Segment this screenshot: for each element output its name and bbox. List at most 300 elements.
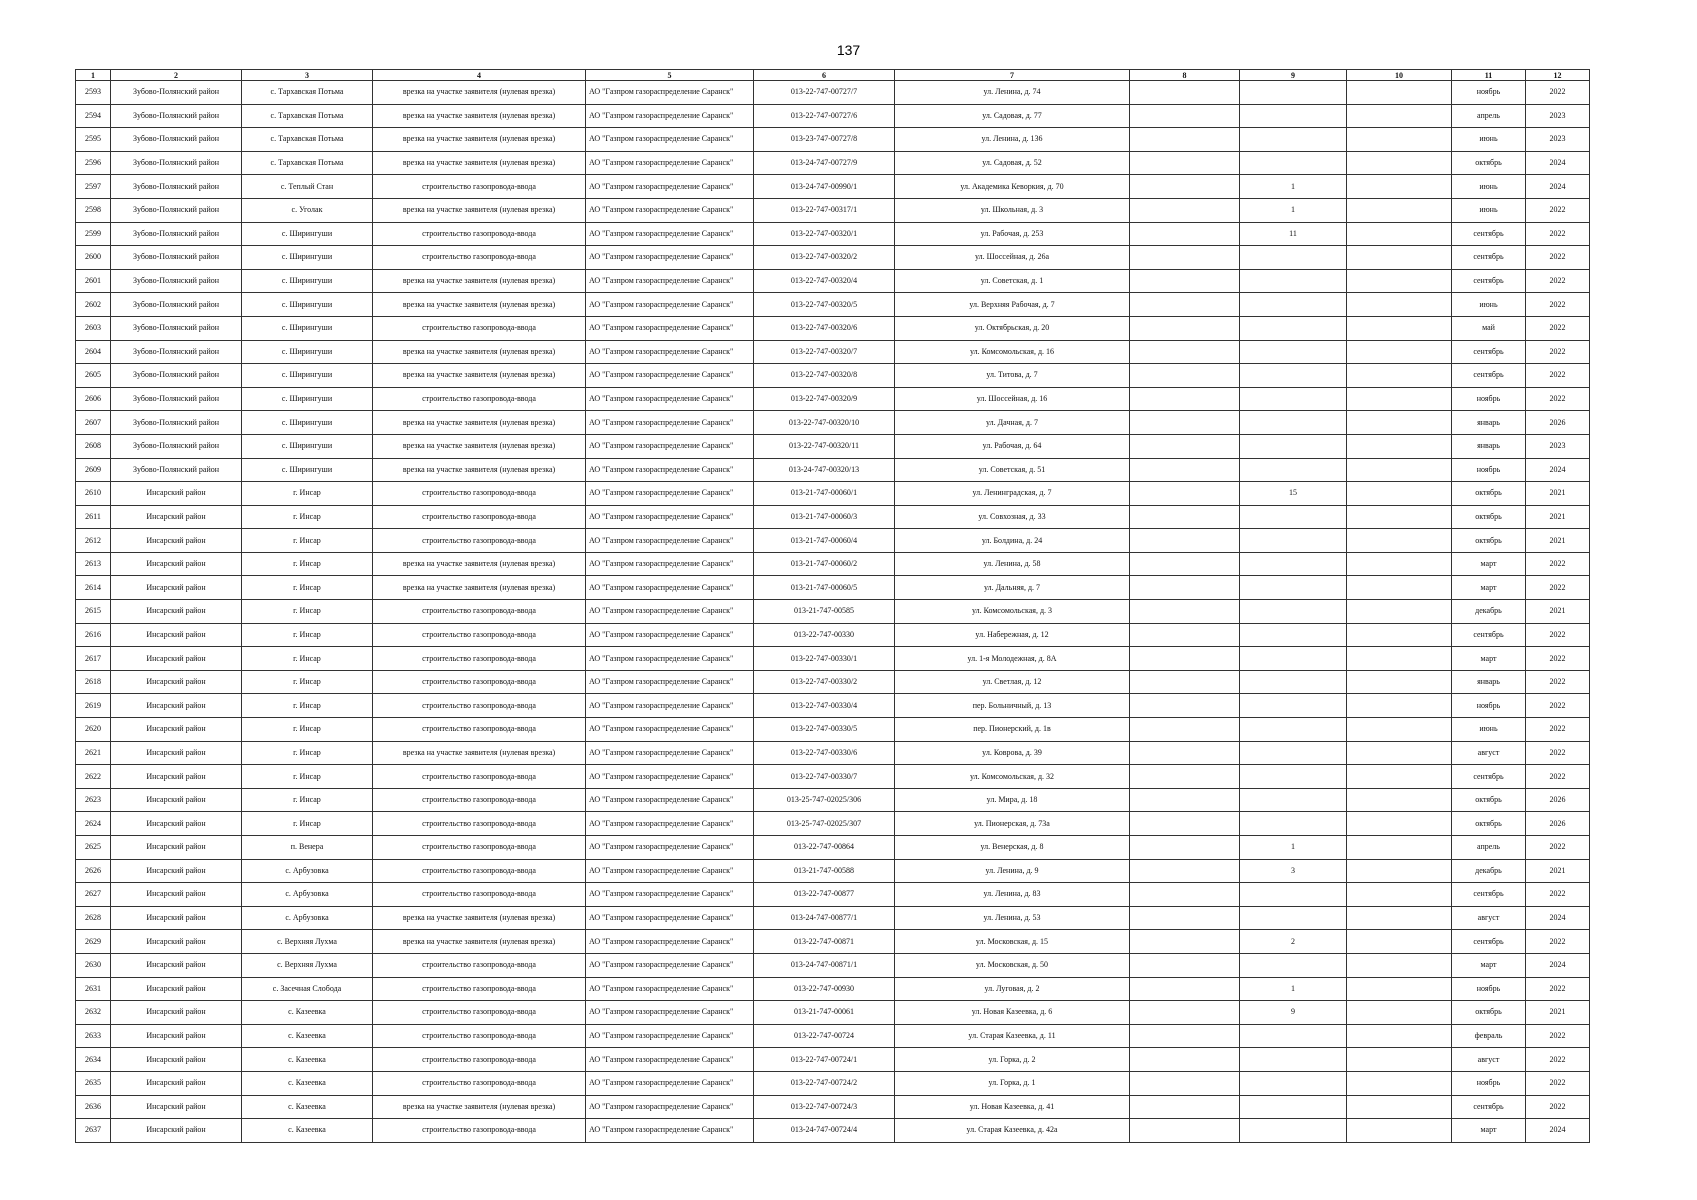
- cell-settlement: г. Инсар: [242, 505, 373, 529]
- cell-organization: АО "Газпром газораспределение Саранск": [586, 1119, 754, 1143]
- cell-settlement: с. Тархавская Потьма: [242, 128, 373, 152]
- cell-address: ул. 1-я Молодежная, д. 8А: [895, 647, 1130, 671]
- cell-district: Инсарский район: [111, 552, 242, 576]
- cell-year: 2021: [1526, 600, 1590, 624]
- cell-address: ул. Луговая, д. 2: [895, 977, 1130, 1001]
- cell-contract-number: 013-22-747-00871: [754, 930, 895, 954]
- cell-year: 2022: [1526, 883, 1590, 907]
- cell-contract-number: 013-22-747-00724: [754, 1024, 895, 1048]
- cell-month: октябрь: [1452, 529, 1526, 553]
- cell-work-type: строительство газопровода-ввода: [373, 670, 586, 694]
- cell-month: сентябрь: [1452, 364, 1526, 388]
- cell-month: сентябрь: [1452, 623, 1526, 647]
- cell-row-number: 2601: [76, 269, 111, 293]
- cell-year: 2022: [1526, 198, 1590, 222]
- cell-work-type: врезка на участке заявителя (нулевая врезка): [373, 434, 586, 458]
- cell-contract-number: 013-24-747-00877/1: [754, 906, 895, 930]
- cell-col-10: [1347, 458, 1452, 482]
- cell-row-number: 2595: [76, 128, 111, 152]
- cell-contract-number: 013-22-747-00320/5: [754, 293, 895, 317]
- cell-contract-number: 013-23-747-00727/8: [754, 128, 895, 152]
- cell-contract-number: 013-25-747-02025/306: [754, 788, 895, 812]
- cell-address: ул. Дальняя, д. 7: [895, 576, 1130, 600]
- cell-col-9: [1240, 812, 1347, 836]
- table-row: [76, 387, 1590, 411]
- cell-organization: АО "Газпром газораспределение Саранск": [586, 859, 754, 883]
- cell-col-10: [1347, 340, 1452, 364]
- cell-year: 2022: [1526, 340, 1590, 364]
- cell-district: Инсарский район: [111, 953, 242, 977]
- cell-organization: АО "Газпром газораспределение Саранск": [586, 458, 754, 482]
- cell-district: Инсарский район: [111, 482, 242, 506]
- table-row: [76, 246, 1590, 270]
- cell-address: ул. Новая Казеевка, д. 6: [895, 1001, 1130, 1025]
- cell-year: 2022: [1526, 1071, 1590, 1095]
- cell-month: март: [1452, 552, 1526, 576]
- cell-settlement: г. Инсар: [242, 647, 373, 671]
- cell-work-type: строительство газопровода-ввода: [373, 482, 586, 506]
- cell-row-number: 2637: [76, 1119, 111, 1143]
- cell-organization: АО "Газпром газораспределение Саранск": [586, 316, 754, 340]
- cell-work-type: врезка на участке заявителя (нулевая врезка): [373, 151, 586, 175]
- cell-settlement: с. Тархавская Потьма: [242, 81, 373, 105]
- cell-address: ул. Московская, д. 15: [895, 930, 1130, 954]
- cell-settlement: г. Инсар: [242, 552, 373, 576]
- cell-year: 2026: [1526, 812, 1590, 836]
- cell-col-8: [1130, 930, 1240, 954]
- cell-year: 2022: [1526, 1095, 1590, 1119]
- cell-address: ул. Шоссейная, д. 16: [895, 387, 1130, 411]
- cell-col-10: [1347, 529, 1452, 553]
- table-row: [76, 293, 1590, 317]
- cell-col-8: [1130, 552, 1240, 576]
- cell-work-type: строительство газопровода-ввода: [373, 977, 586, 1001]
- table-row: [76, 623, 1590, 647]
- cell-col-10: [1347, 836, 1452, 860]
- cell-month: июнь: [1452, 175, 1526, 199]
- cell-year: 2022: [1526, 930, 1590, 954]
- cell-col-9: [1240, 906, 1347, 930]
- cell-district: Инсарский район: [111, 930, 242, 954]
- cell-address: ул. Ленина, д. 9: [895, 859, 1130, 883]
- cell-contract-number: 013-24-747-00727/9: [754, 151, 895, 175]
- cell-year: 2022: [1526, 316, 1590, 340]
- cell-address: ул. Комсомольская, д. 3: [895, 600, 1130, 624]
- cell-year: 2021: [1526, 505, 1590, 529]
- cell-year: 2024: [1526, 1119, 1590, 1143]
- cell-col-9: [1240, 434, 1347, 458]
- col-header: 4: [373, 70, 586, 81]
- cell-contract-number: 013-22-747-00320/4: [754, 269, 895, 293]
- cell-month: сентябрь: [1452, 222, 1526, 246]
- cell-district: Инсарский район: [111, 576, 242, 600]
- cell-col-10: [1347, 387, 1452, 411]
- col-header: 10: [1347, 70, 1452, 81]
- cell-district: Инсарский район: [111, 1071, 242, 1095]
- cell-district: Зубово-Полянский район: [111, 246, 242, 270]
- cell-settlement: с. Ширингуши: [242, 246, 373, 270]
- cell-month: ноябрь: [1452, 694, 1526, 718]
- cell-contract-number: 013-24-747-00320/13: [754, 458, 895, 482]
- cell-contract-number: 013-22-747-00320/7: [754, 340, 895, 364]
- table-row: [76, 128, 1590, 152]
- cell-col-10: [1347, 269, 1452, 293]
- table-row: [76, 411, 1590, 435]
- cell-contract-number: 013-22-747-00330/1: [754, 647, 895, 671]
- cell-month: март: [1452, 1119, 1526, 1143]
- cell-col-8: [1130, 151, 1240, 175]
- cell-col-9: 1: [1240, 175, 1347, 199]
- cell-settlement: с. Казеевка: [242, 1095, 373, 1119]
- cell-col-10: [1347, 128, 1452, 152]
- cell-col-8: [1130, 765, 1240, 789]
- cell-col-10: [1347, 175, 1452, 199]
- cell-organization: АО "Газпром газораспределение Саранск": [586, 1071, 754, 1095]
- cell-col-8: [1130, 718, 1240, 742]
- cell-address: ул. Рабочая, д. 64: [895, 434, 1130, 458]
- cell-settlement: г. Инсар: [242, 482, 373, 506]
- cell-row-number: 2600: [76, 246, 111, 270]
- cell-work-type: строительство газопровода-ввода: [373, 718, 586, 742]
- cell-month: декабрь: [1452, 859, 1526, 883]
- cell-month: июнь: [1452, 718, 1526, 742]
- cell-work-type: строительство газопровода-ввода: [373, 788, 586, 812]
- cell-address: ул. Московская, д. 50: [895, 953, 1130, 977]
- cell-settlement: с. Ширингуши: [242, 269, 373, 293]
- cell-district: Инсарский район: [111, 1119, 242, 1143]
- cell-month: сентябрь: [1452, 340, 1526, 364]
- cell-col-9: [1240, 1048, 1347, 1072]
- cell-month: январь: [1452, 670, 1526, 694]
- cell-row-number: 2604: [76, 340, 111, 364]
- cell-col-10: [1347, 198, 1452, 222]
- cell-col-10: [1347, 1071, 1452, 1095]
- cell-contract-number: 013-21-747-00060/5: [754, 576, 895, 600]
- cell-col-8: [1130, 670, 1240, 694]
- col-header: 1: [76, 70, 111, 81]
- cell-col-8: [1130, 1119, 1240, 1143]
- cell-work-type: строительство газопровода-ввода: [373, 812, 586, 836]
- cell-month: апрель: [1452, 104, 1526, 128]
- cell-district: Инсарский район: [111, 765, 242, 789]
- cell-organization: АО "Газпром газораспределение Саранск": [586, 269, 754, 293]
- cell-col-9: [1240, 246, 1347, 270]
- col-header: 6: [754, 70, 895, 81]
- cell-col-9: [1240, 151, 1347, 175]
- cell-settlement: с. Ширингуши: [242, 340, 373, 364]
- cell-year: 2022: [1526, 293, 1590, 317]
- table-row: [76, 482, 1590, 506]
- table-row: [76, 576, 1590, 600]
- cell-row-number: 2594: [76, 104, 111, 128]
- cell-col-9: [1240, 765, 1347, 789]
- cell-settlement: г. Инсар: [242, 670, 373, 694]
- cell-col-8: [1130, 906, 1240, 930]
- cell-organization: АО "Газпром газораспределение Саранск": [586, 906, 754, 930]
- cell-settlement: г. Инсар: [242, 741, 373, 765]
- cell-district: Зубово-Полянский район: [111, 104, 242, 128]
- cell-col-8: [1130, 364, 1240, 388]
- cell-district: Зубово-Полянский район: [111, 293, 242, 317]
- cell-organization: АО "Газпром газораспределение Саранск": [586, 340, 754, 364]
- cell-year: 2021: [1526, 482, 1590, 506]
- cell-district: Инсарский район: [111, 1024, 242, 1048]
- cell-contract-number: 013-25-747-02025/307: [754, 812, 895, 836]
- cell-row-number: 2614: [76, 576, 111, 600]
- cell-col-8: [1130, 104, 1240, 128]
- cell-row-number: 2632: [76, 1001, 111, 1025]
- cell-organization: АО "Газпром газораспределение Саранск": [586, 128, 754, 152]
- cell-work-type: врезка на участке заявителя (нулевая врезка): [373, 1095, 586, 1119]
- cell-row-number: 2603: [76, 316, 111, 340]
- cell-col-8: [1130, 269, 1240, 293]
- cell-row-number: 2635: [76, 1071, 111, 1095]
- col-header: 11: [1452, 70, 1526, 81]
- table-row: [76, 647, 1590, 671]
- cell-district: Инсарский район: [111, 836, 242, 860]
- col-header: 7: [895, 70, 1130, 81]
- cell-address: ул. Светлая, д. 12: [895, 670, 1130, 694]
- cell-row-number: 2624: [76, 812, 111, 836]
- cell-organization: АО "Газпром газораспределение Саранск": [586, 293, 754, 317]
- cell-contract-number: 013-22-747-00320/8: [754, 364, 895, 388]
- cell-address: ул. Ленина, д. 58: [895, 552, 1130, 576]
- cell-col-9: [1240, 623, 1347, 647]
- cell-row-number: 2634: [76, 1048, 111, 1072]
- cell-district: Инсарский район: [111, 505, 242, 529]
- table-row: [76, 977, 1590, 1001]
- cell-organization: АО "Газпром газораспределение Саранск": [586, 222, 754, 246]
- cell-row-number: 2622: [76, 765, 111, 789]
- cell-col-10: [1347, 953, 1452, 977]
- cell-col-10: [1347, 883, 1452, 907]
- cell-month: февраль: [1452, 1024, 1526, 1048]
- cell-settlement: с. Уголак: [242, 198, 373, 222]
- cell-address: ул. Комсомольская, д. 32: [895, 765, 1130, 789]
- cell-contract-number: 013-22-747-00320/9: [754, 387, 895, 411]
- cell-col-8: [1130, 293, 1240, 317]
- cell-contract-number: 013-22-747-00330/4: [754, 694, 895, 718]
- cell-col-9: [1240, 647, 1347, 671]
- cell-settlement: с. Казеевка: [242, 1001, 373, 1025]
- cell-year: 2024: [1526, 175, 1590, 199]
- cell-address: ул. Дачная, д. 7: [895, 411, 1130, 435]
- cell-col-8: [1130, 977, 1240, 1001]
- cell-organization: АО "Газпром газораспределение Саранск": [586, 647, 754, 671]
- cell-contract-number: 013-22-747-00320/11: [754, 434, 895, 458]
- table-row: [76, 859, 1590, 883]
- cell-col-10: [1347, 293, 1452, 317]
- cell-col-10: [1347, 151, 1452, 175]
- cell-settlement: с. Ширингуши: [242, 316, 373, 340]
- cell-year: 2022: [1526, 623, 1590, 647]
- cell-organization: АО "Газпром газораспределение Саранск": [586, 953, 754, 977]
- cell-col-8: [1130, 458, 1240, 482]
- cell-col-9: [1240, 1024, 1347, 1048]
- cell-work-type: врезка на участке заявителя (нулевая врезка): [373, 340, 586, 364]
- cell-row-number: 2616: [76, 623, 111, 647]
- cell-district: Зубово-Полянский район: [111, 411, 242, 435]
- cell-col-10: [1347, 623, 1452, 647]
- cell-col-9: [1240, 741, 1347, 765]
- table-row: [76, 694, 1590, 718]
- cell-district: Зубово-Полянский район: [111, 128, 242, 152]
- page-number: 137: [836, 42, 861, 58]
- cell-settlement: г. Инсар: [242, 529, 373, 553]
- cell-address: ул. Старая Казеевка, д. 42а: [895, 1119, 1130, 1143]
- cell-organization: АО "Газпром газораспределение Саранск": [586, 812, 754, 836]
- cell-col-9: [1240, 316, 1347, 340]
- cell-organization: АО "Газпром газораспределение Саранск": [586, 151, 754, 175]
- cell-contract-number: 013-22-747-00724/3: [754, 1095, 895, 1119]
- cell-col-9: [1240, 411, 1347, 435]
- cell-col-8: [1130, 505, 1240, 529]
- table-row: [76, 718, 1590, 742]
- cell-district: Инсарский район: [111, 529, 242, 553]
- cell-col-9: [1240, 576, 1347, 600]
- col-header: 8: [1130, 70, 1240, 81]
- table-row: [76, 434, 1590, 458]
- cell-col-10: [1347, 741, 1452, 765]
- cell-col-9: [1240, 364, 1347, 388]
- cell-settlement: с. Тархавская Потьма: [242, 151, 373, 175]
- cell-col-9: [1240, 1119, 1347, 1143]
- cell-year: 2022: [1526, 576, 1590, 600]
- cell-col-8: [1130, 623, 1240, 647]
- cell-address: ул. Титова, д. 7: [895, 364, 1130, 388]
- cell-address: ул. Горка, д. 2: [895, 1048, 1130, 1072]
- cell-work-type: врезка на участке заявителя (нулевая врезка): [373, 930, 586, 954]
- cell-contract-number: 013-21-747-00060/3: [754, 505, 895, 529]
- cell-work-type: врезка на участке заявителя (нулевая врезка): [373, 198, 586, 222]
- cell-col-8: [1130, 883, 1240, 907]
- col-header: 2: [111, 70, 242, 81]
- cell-settlement: с. Ширингуши: [242, 293, 373, 317]
- cell-row-number: 2626: [76, 859, 111, 883]
- table-body: [76, 81, 1590, 1143]
- col-header: 5: [586, 70, 754, 81]
- table-row: [76, 812, 1590, 836]
- cell-district: Инсарский район: [111, 718, 242, 742]
- cell-year: 2023: [1526, 434, 1590, 458]
- cell-work-type: строительство газопровода-ввода: [373, 529, 586, 553]
- cell-work-type: строительство газопровода-ввода: [373, 1024, 586, 1048]
- cell-col-9: [1240, 269, 1347, 293]
- cell-settlement: с. Верхняя Лухма: [242, 930, 373, 954]
- cell-year: 2026: [1526, 788, 1590, 812]
- cell-col-10: [1347, 1024, 1452, 1048]
- table-row: [76, 930, 1590, 954]
- table-row: [76, 269, 1590, 293]
- cell-col-8: [1130, 859, 1240, 883]
- cell-col-8: [1130, 1024, 1240, 1048]
- cell-year: 2021: [1526, 529, 1590, 553]
- cell-col-10: [1347, 1119, 1452, 1143]
- cell-work-type: врезка на участке заявителя (нулевая врезка): [373, 293, 586, 317]
- table-row: [76, 316, 1590, 340]
- cell-contract-number: 013-21-747-00585: [754, 600, 895, 624]
- cell-row-number: 2597: [76, 175, 111, 199]
- cell-row-number: 2621: [76, 741, 111, 765]
- cell-col-10: [1347, 364, 1452, 388]
- table-row: [76, 81, 1590, 105]
- cell-contract-number: 013-22-747-00330/7: [754, 765, 895, 789]
- cell-col-8: [1130, 576, 1240, 600]
- cell-col-8: [1130, 175, 1240, 199]
- cell-settlement: с. Казеевка: [242, 1119, 373, 1143]
- cell-work-type: врезка на участке заявителя (нулевая врезка): [373, 576, 586, 600]
- data-table: [75, 69, 1590, 1143]
- table-row: [76, 198, 1590, 222]
- cell-work-type: строительство газопровода-ввода: [373, 859, 586, 883]
- cell-row-number: 2618: [76, 670, 111, 694]
- cell-col-9: 1: [1240, 836, 1347, 860]
- cell-district: Зубово-Полянский район: [111, 222, 242, 246]
- cell-month: ноябрь: [1452, 1071, 1526, 1095]
- cell-col-9: [1240, 694, 1347, 718]
- cell-month: август: [1452, 741, 1526, 765]
- cell-month: октябрь: [1452, 505, 1526, 529]
- cell-organization: АО "Газпром газораспределение Саранск": [586, 1048, 754, 1072]
- cell-row-number: 2623: [76, 788, 111, 812]
- cell-row-number: 2625: [76, 836, 111, 860]
- cell-row-number: 2615: [76, 600, 111, 624]
- cell-address: ул. Совхозная, д. 33: [895, 505, 1130, 529]
- cell-organization: АО "Газпром газораспределение Саранск": [586, 883, 754, 907]
- table-row: [76, 364, 1590, 388]
- cell-address: ул. Ленинградская, д. 7: [895, 482, 1130, 506]
- cell-month: сентябрь: [1452, 930, 1526, 954]
- cell-col-9: 3: [1240, 859, 1347, 883]
- cell-col-9: 1: [1240, 977, 1347, 1001]
- cell-month: ноябрь: [1452, 977, 1526, 1001]
- table-row: [76, 529, 1590, 553]
- cell-row-number: 2598: [76, 198, 111, 222]
- cell-address: ул. Советская, д. 1: [895, 269, 1130, 293]
- cell-col-10: [1347, 694, 1452, 718]
- cell-district: Зубово-Полянский район: [111, 387, 242, 411]
- cell-row-number: 2628: [76, 906, 111, 930]
- cell-contract-number: 013-22-747-00930: [754, 977, 895, 1001]
- cell-district: Зубово-Полянский район: [111, 458, 242, 482]
- cell-year: 2022: [1526, 977, 1590, 1001]
- cell-district: Инсарский район: [111, 883, 242, 907]
- cell-settlement: с. Ширингуши: [242, 222, 373, 246]
- cell-col-8: [1130, 953, 1240, 977]
- cell-contract-number: 013-22-747-00330/5: [754, 718, 895, 742]
- cell-address: ул. Пионерская, д. 73а: [895, 812, 1130, 836]
- cell-district: Инсарский район: [111, 788, 242, 812]
- cell-col-10: [1347, 576, 1452, 600]
- cell-contract-number: 013-21-747-00060/1: [754, 482, 895, 506]
- cell-organization: АО "Газпром газораспределение Саранск": [586, 977, 754, 1001]
- cell-month: декабрь: [1452, 600, 1526, 624]
- cell-address: ул. Коврова, д. 39: [895, 741, 1130, 765]
- cell-col-10: [1347, 600, 1452, 624]
- cell-organization: АО "Газпром газораспределение Саранск": [586, 930, 754, 954]
- cell-organization: АО "Газпром газораспределение Саранск": [586, 387, 754, 411]
- cell-settlement: с. Арбузовка: [242, 859, 373, 883]
- cell-contract-number: 013-22-747-00320/1: [754, 222, 895, 246]
- cell-address: ул. Болдина, д. 24: [895, 529, 1130, 553]
- cell-month: октябрь: [1452, 1001, 1526, 1025]
- table-row: [76, 765, 1590, 789]
- cell-year: 2022: [1526, 269, 1590, 293]
- cell-col-8: [1130, 316, 1240, 340]
- cell-settlement: с. Арбузовка: [242, 883, 373, 907]
- cell-year: 2021: [1526, 1001, 1590, 1025]
- cell-contract-number: 013-22-747-00727/6: [754, 104, 895, 128]
